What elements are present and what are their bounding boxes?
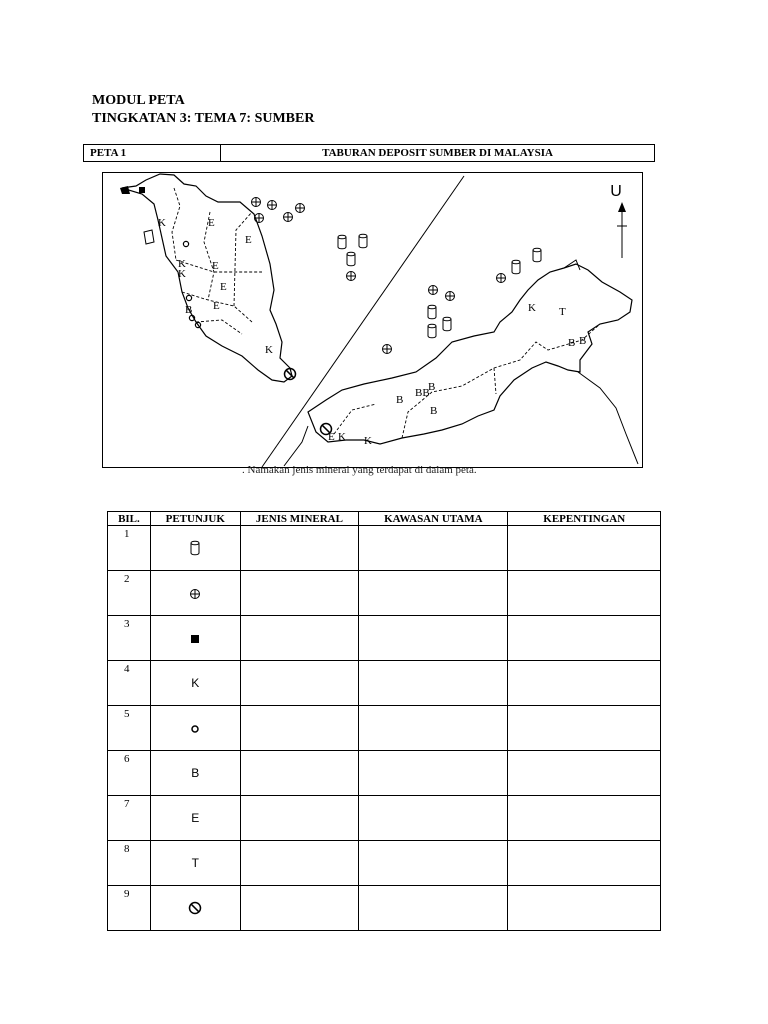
- row-number: 2: [108, 571, 151, 616]
- svg-text:B: B: [185, 304, 193, 316]
- circle-cross-icon: [189, 588, 201, 600]
- north-arrow: [610, 183, 627, 258]
- svg-text:K: K: [158, 217, 166, 229]
- legend-symbol: [150, 886, 240, 931]
- svg-text:E: E: [208, 217, 215, 229]
- malaysia-map: [102, 172, 643, 468]
- svg-text:E: E: [212, 260, 219, 272]
- module-title: MODUL PETA: [92, 93, 185, 108]
- map-border: [103, 173, 643, 468]
- header-kawasan-utama: KAWASAN UTAMA: [359, 512, 508, 526]
- row-number: 1: [108, 526, 151, 571]
- row-number: 7: [108, 796, 151, 841]
- row-number: 4: [108, 661, 151, 706]
- svg-text:K: K: [265, 344, 273, 356]
- row-number: 8: [108, 841, 151, 886]
- importance-cell[interactable]: [508, 886, 661, 931]
- importance-cell[interactable]: [508, 616, 661, 661]
- mineral-type-cell[interactable]: [240, 616, 359, 661]
- legend-symbol-letter: B: [150, 751, 240, 796]
- mineral-type-cell[interactable]: [240, 751, 359, 796]
- mineral-type-cell[interactable]: [240, 886, 359, 931]
- main-area-cell[interactable]: [359, 886, 508, 931]
- table-row: [108, 526, 661, 571]
- cylinder-icon: [189, 540, 201, 556]
- map-header-table: [83, 144, 655, 162]
- svg-text:B: B: [568, 337, 576, 349]
- table-row: [108, 886, 661, 931]
- map-divider: [262, 176, 464, 467]
- svg-text:BB: BB: [415, 387, 430, 399]
- mineral-legend-table: [107, 511, 661, 931]
- map-number: PETA 1: [84, 145, 221, 162]
- legend-symbol: [150, 526, 240, 571]
- map-caption: . Namakan jenis mineral yang terdapat di dalam peta.: [242, 464, 477, 476]
- north-arrow-label: U: [610, 183, 622, 200]
- main-area-cell[interactable]: [359, 616, 508, 661]
- map-symbols: [139, 187, 541, 435]
- mineral-type-cell[interactable]: [240, 571, 359, 616]
- svg-text:E: E: [220, 281, 227, 293]
- table-row: [108, 616, 661, 661]
- table-row: [108, 751, 661, 796]
- table-row: [108, 841, 661, 886]
- title-block: [92, 92, 314, 128]
- main-area-cell[interactable]: [359, 796, 508, 841]
- importance-cell[interactable]: [508, 796, 661, 841]
- importance-cell[interactable]: [508, 661, 661, 706]
- svg-text:K: K: [178, 258, 186, 270]
- table-header-row: [108, 512, 661, 526]
- main-area-cell[interactable]: [359, 661, 508, 706]
- map-letters: [158, 217, 586, 447]
- svg-text:K: K: [338, 431, 346, 443]
- header-kepentingan: KEPENTINGAN: [508, 512, 661, 526]
- mineral-type-cell[interactable]: [240, 796, 359, 841]
- svg-text:K: K: [528, 302, 536, 314]
- svg-text:B: B: [430, 405, 438, 417]
- east-malaysia-outline: [308, 264, 632, 444]
- main-area-cell[interactable]: [359, 841, 508, 886]
- importance-cell[interactable]: [508, 571, 661, 616]
- map-title: TABURAN DEPOSIT SUMBER DI MALAYSIA: [221, 145, 655, 162]
- table-row: [108, 661, 661, 706]
- prohibited-circle-icon: [188, 901, 202, 915]
- mineral-type-cell[interactable]: [240, 661, 359, 706]
- svg-text:T: T: [559, 306, 566, 318]
- row-number: 9: [108, 886, 151, 931]
- header-petunjuk: PETUNJUK: [150, 512, 240, 526]
- mineral-type-cell[interactable]: [240, 526, 359, 571]
- header-bil: BIL.: [108, 512, 151, 526]
- svg-text:K: K: [364, 435, 372, 447]
- importance-cell[interactable]: [508, 841, 661, 886]
- legend-symbol-letter: E: [150, 796, 240, 841]
- legend-symbol-letter: T: [150, 841, 240, 886]
- main-area-cell[interactable]: [359, 526, 508, 571]
- svg-text:E: E: [245, 234, 252, 246]
- header-jenis-mineral: JENIS MINERAL: [240, 512, 359, 526]
- importance-cell[interactable]: [508, 751, 661, 796]
- svg-text:K: K: [178, 268, 186, 280]
- svg-text:E: E: [328, 431, 335, 443]
- row-number: 3: [108, 616, 151, 661]
- svg-text:B: B: [396, 394, 404, 406]
- row-number: 5: [108, 706, 151, 751]
- svg-text:B: B: [579, 335, 587, 347]
- legend-symbol-letter: K: [150, 661, 240, 706]
- table-row: [108, 571, 661, 616]
- svg-text:B: B: [428, 381, 436, 393]
- mineral-type-cell[interactable]: [240, 706, 359, 751]
- table-row: [108, 796, 661, 841]
- small-circle-icon: [190, 724, 200, 734]
- svg-text:E: E: [213, 300, 220, 312]
- legend-symbol: [150, 571, 240, 616]
- main-area-cell[interactable]: [359, 751, 508, 796]
- main-area-cell[interactable]: [359, 706, 508, 751]
- legend-symbol: [150, 616, 240, 661]
- legend-symbol: [150, 706, 240, 751]
- main-area-cell[interactable]: [359, 571, 508, 616]
- importance-cell[interactable]: [508, 706, 661, 751]
- table-row: [108, 706, 661, 751]
- filled-square-icon: [191, 635, 199, 643]
- importance-cell[interactable]: [508, 526, 661, 571]
- module-subtitle: TINGKATAN 3: TEMA 7: SUMBER: [92, 111, 315, 126]
- mineral-type-cell[interactable]: [240, 841, 359, 886]
- row-number: 6: [108, 751, 151, 796]
